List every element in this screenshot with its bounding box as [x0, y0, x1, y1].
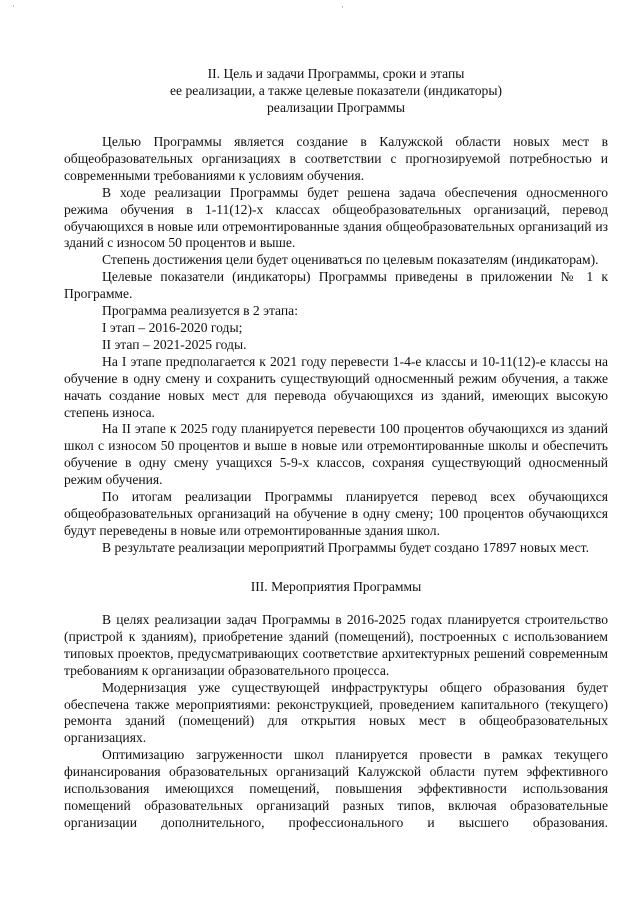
- section-2-title-line: II. Цель и задачи Программы, сроки и этапы: [207, 66, 465, 81]
- paragraph: В результате реализации мероприятий Программы будет создано 17897 новых мест.: [102, 539, 590, 555]
- section-3-body: [64, 612, 608, 832]
- section-2-title-line: ее реализации, а также целевые показатели (индикаторы): [170, 82, 502, 98]
- paragraph: Целевые показатели (индикаторы) Программы приведены в приложении № 1 к Программе.: [64, 269, 608, 302]
- paragraph: Оптимизацию загруженности школ планируется провести в рамках текущего финансирования образовательных организаций Калужской области путем эффективного использования имеющихся помещений, повышения эффективности использования помещений образовательных организаций разных типов, включая образовательные организации дополнительного, профессионального и высшего образования.: [64, 747, 608, 830]
- paragraph: Целью Программы является создание в Калужской области новых мест в общеобразовательных организациях в соответствии с прогнозируемой потребностью и современными требованиями к условиям обучения.: [64, 134, 608, 183]
- paragraph: В ходе реализации Программы будет решена задача обеспечения односменного режима обучения в 1-11(12)-х классах общеобразовательных организаций, перевод обучающихся в новые или отремонтированные здания общеобразовательных организаций из зданий с износом 50 процентов и выше.: [64, 184, 608, 251]
- paragraph: II этап – 2021-2025 годы.: [102, 336, 247, 352]
- scan-mark: ·: [341, 2, 344, 12]
- section-3-title: III. Мероприятия Программы: [250, 579, 422, 594]
- paragraph: Степень достижения цели будет оцениваться по целевым показателям (индикаторам).: [102, 252, 599, 268]
- paragraph: На I этапе предполагается к 2021 году перевести 1-4-е классы и 10-11(12)-е классы на обучение в одну смену и сохранить существующий односменный режим обучения, а также начать создание новых мест для перевода обучающихся из зданий, имеющих высокую степень износа.: [64, 353, 608, 420]
- paragraph: I этап – 2016-2020 годы;: [102, 319, 243, 335]
- paragraph: Модернизация уже существующей инфраструктуры общего образования будет обеспечена также мероприятиями: реконструкцией, проведением капитального (текущего) ремонта зданий (помещений) для открытия новых мест в общеобразовательных организациях.: [64, 679, 608, 746]
- paragraph: На II этапе к 2025 году планируется перевести 100 процентов обучающихся из зданий школ с износом 50 процентов и выше в новые или отремонтированные школы и обеспечить обучение в одну смену учащихся 5-9-х классов, сохраняя существующий односменный режим обучения.: [64, 421, 608, 488]
- scan-mark: ·: [12, 1, 15, 11]
- section-2-body: [64, 134, 608, 557]
- paragraph: По итогам реализации Программы планируется перевод всех обучающихся общеобразовательных организаций на обучение в одну смену; 100 процентов обучающихся будут переведены в новые или отремонтированные здания школ.: [64, 489, 608, 538]
- paragraph: Программа реализуется в 2 этапа:: [102, 303, 298, 319]
- section-2-title: [64, 66, 608, 116]
- paragraph: В целях реализации задач Программы в 2016-2025 годах планируется строительство (пристрой к зданиям), приобретение зданий (помещений), построенных с использованием типовых проектов, предусматривающих соответствие архитектурных решений современным требованиям к организации образовательного процесса.: [64, 612, 608, 678]
- section-2-title-line: реализации Программы: [267, 99, 405, 115]
